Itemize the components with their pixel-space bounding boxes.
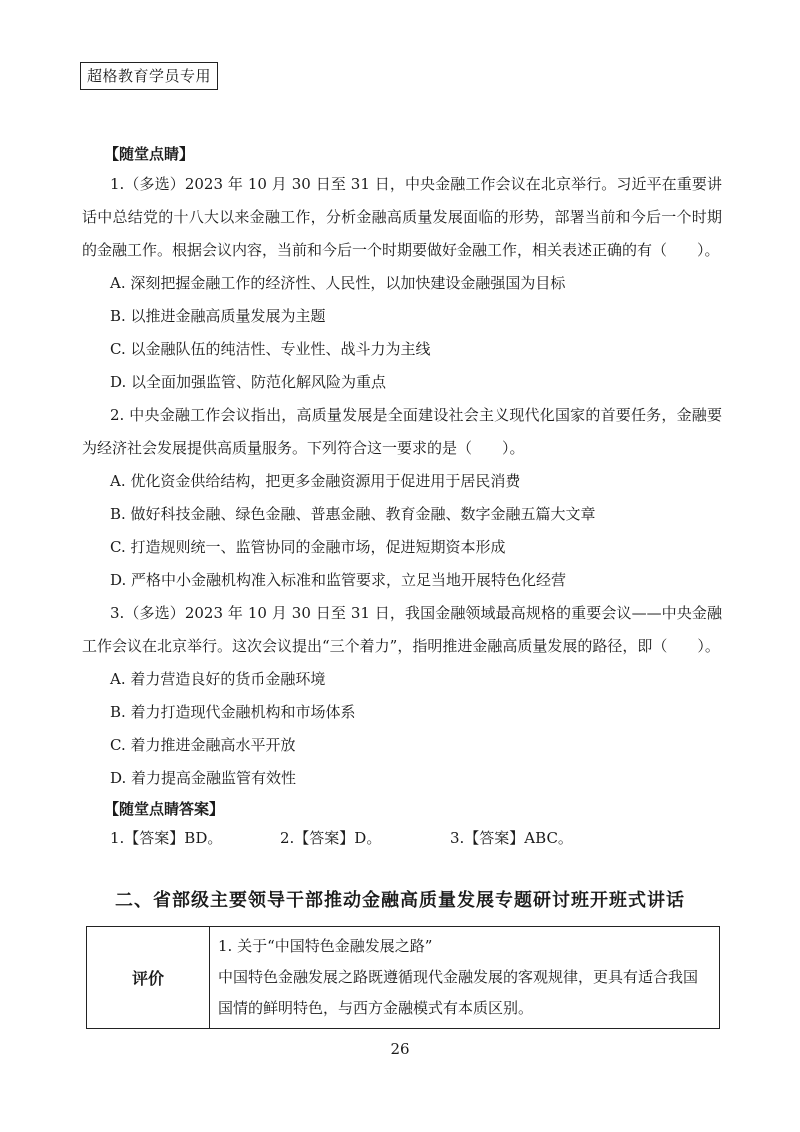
answer-3: 3.【答案】ABC。 xyxy=(450,829,573,847)
option-b: B. 着力打造现代金融机构和市场体系 xyxy=(110,703,356,721)
evaluation-label: 评价 xyxy=(87,927,210,1029)
option-c: C. 打造规则统一、监管协同的金融市场，促进短期资本形成 xyxy=(110,538,506,556)
option-c: C. 以金融队伍的纯洁性、专业性、战斗力为主线 xyxy=(110,340,431,358)
option-d: D. 以全面加强监管、防范化解风险为重点 xyxy=(110,373,387,391)
page-number: 26 xyxy=(390,1040,410,1058)
option-b: B. 以推进金融高质量发展为主题 xyxy=(110,307,326,325)
evaluation-line-2: 中国特色金融发展之路既遵循现代金融发展的客观规律，更具有适合我国国情的鲜明特色，与西方金融模式有本质区别。 xyxy=(218,968,699,1017)
option-a: A. 优化资金供给结构，把更多金融资源用于促进用于居民消费 xyxy=(110,472,521,490)
section-title: 【随堂点睛】 xyxy=(104,145,195,163)
answers-title: 【随堂点睛答案】 xyxy=(104,800,225,818)
evaluation-line-1: 1. 关于“中国特色金融发展之路” xyxy=(218,937,433,955)
option-d: D. 严格中小金融机构准入标准和监管要求，立足当地开展特色化经营 xyxy=(110,571,567,589)
question-stem: 3.（多选）2023 年 10 月 30 日至 31 日，我国金融领域最高规格的重要会议——中央金融工作会议在北京举行。这次会议提出“三个着力”，指明推进金融高质量发展的路径，即（ ）。 xyxy=(82,604,722,655)
question-stem: 1.（多选）2023 年 10 月 30 日至 31 日，中央金融工作会议在北京举行。习近平在重要讲话中总结党的十八大以来金融工作，分析金融高质量发展面临的形势，部署当前和今后一个时期的金融工作。根据会议内容，当前和今后一个时期要做好金融工作，相关表述正确的有（ ）。 xyxy=(82,175,722,259)
option-d: D. 着力提高金融监管有效性 xyxy=(110,769,297,787)
option-a: A. 着力营造良好的货币金融环境 xyxy=(110,670,326,688)
option-c: C. 着力推进金融高水平开放 xyxy=(110,736,296,754)
evaluation-body xyxy=(210,927,720,1029)
evaluation-table xyxy=(86,926,720,1029)
answers-row xyxy=(110,823,722,853)
question-3 xyxy=(82,597,722,795)
section-heading: 二、省部级主要领导干部推动金融高质量发展专题研讨班开班式讲话 xyxy=(115,890,685,911)
question-stem: 2. 中央金融工作会议指出，高质量发展是全面建设社会主义现代化国家的首要任务，金融要为经济社会发展提供高质量服务。下列符合这一要求的是（ ）。 xyxy=(82,406,722,457)
content xyxy=(82,140,722,853)
option-a: A. 深刻把握金融工作的经济性、人民性，以加快建设金融强国为目标 xyxy=(110,274,566,292)
option-b: B. 做好科技金融、绿色金融、普惠金融、教育金融、数字金融五篇大文章 xyxy=(110,505,596,523)
answer-1: 1.【答案】BD。 xyxy=(110,829,223,847)
answer-2: 2.【答案】D。 xyxy=(280,829,382,847)
header-stamp: 超格教育学员专用 xyxy=(80,62,218,90)
question-1 xyxy=(82,168,722,399)
question-2 xyxy=(82,399,722,597)
